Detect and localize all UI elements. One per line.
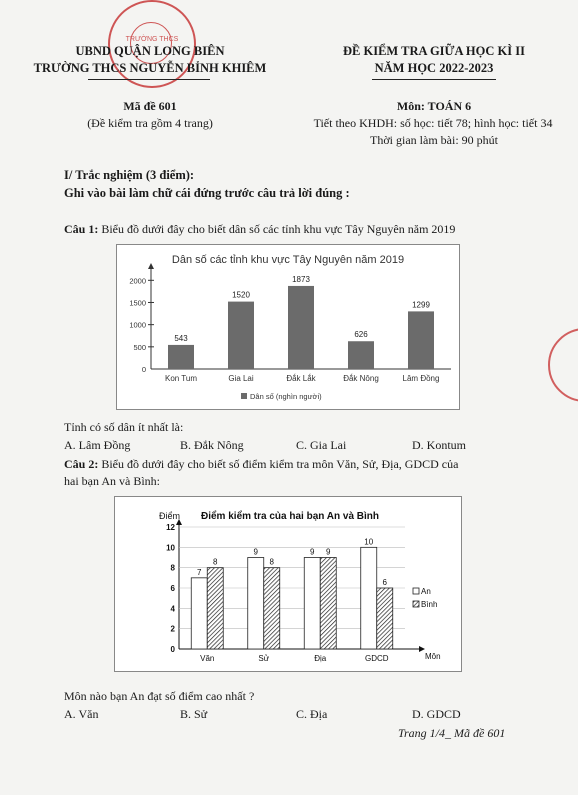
x-tick-label: Sử: [258, 654, 270, 663]
chart-title: Dân số các tỉnh khu vực Tây Nguyên năm 2019: [171, 254, 405, 266]
population-chart: [116, 244, 460, 410]
question-2-text-1: Biểu đồ dưới đây cho biết số điểm kiểm tra môn Văn, Sử, Địa, GDCD của: [101, 457, 459, 471]
subject: Môn: TOÁN 6: [396, 99, 472, 113]
bar-binh: [320, 558, 336, 650]
chart-title: Điểm kiểm tra của hai bạn An và Bình: [201, 511, 380, 522]
x-axis-label: Môn: [425, 652, 441, 661]
bar: [408, 311, 434, 369]
x-tick-label: GDCD: [364, 654, 389, 663]
data-label: 1299: [412, 300, 430, 310]
bar-an: [248, 558, 264, 650]
header-left-line1: UBND QUẬN LONG BIÊN: [75, 44, 225, 58]
bar: [168, 345, 194, 369]
y-tick-label: 500: [133, 342, 146, 352]
q2-option-a: A. Văn: [64, 707, 99, 721]
section-instruction: Ghi vào bài làm chữ cái đứng trước câu trả lời đúng :: [64, 186, 350, 200]
y-tick-label: 2: [170, 624, 175, 634]
y-tick-label: 4: [170, 604, 175, 614]
x-tick-label: Văn: [200, 654, 215, 663]
y-tick-label: 2000: [129, 276, 146, 286]
y-axis-arrow: [148, 263, 154, 269]
y-tick-label: 10: [166, 543, 175, 553]
y-tick-label: 6: [170, 584, 175, 593]
data-label: 9: [310, 547, 315, 557]
q1-option-d: D. Kontum: [412, 438, 466, 452]
periods: Tiết theo KHDH: số học: tiết 78; hình học: tiết 34: [313, 116, 553, 130]
legend-label: Dân số (nghìn người): [250, 392, 322, 401]
header-right-rule: [372, 79, 496, 80]
y-tick-label: 1500: [129, 298, 146, 308]
q1-option-b: B. Đắk Nông: [180, 438, 244, 452]
exam-code: Mã đề 601: [123, 99, 177, 113]
q2-option-c: C. Địa: [296, 707, 328, 721]
school-seal-partial: [548, 328, 578, 402]
seal-text: TRƯỜNG THCS: [125, 36, 179, 43]
question-1-text: Biểu đồ dưới đây cho biết dân số các tỉnh khu vực Tây Nguyên năm 2019: [101, 222, 456, 236]
legend-swatch-binh: [413, 601, 419, 607]
scores-chart-svg: [115, 497, 461, 671]
q1-option-a: A. Lâm Đồng: [64, 438, 131, 452]
data-label: 1520: [232, 290, 250, 300]
y-tick-label: 1000: [129, 320, 146, 330]
data-label: 7: [197, 567, 202, 577]
header-right-line1: ĐỀ KIỂM TRA GIỮA HỌC KÌ II: [343, 44, 525, 58]
pages-note: (Đề kiểm tra gồm 4 trang): [87, 116, 213, 130]
question-1-prompt: Tỉnh có số dân ít nhất là:: [64, 420, 184, 434]
data-label: 626: [354, 330, 368, 340]
question-2-label: Câu 2:: [64, 457, 99, 471]
bar-an: [361, 547, 377, 649]
header-left-rule: [88, 79, 210, 80]
x-tick-label: Lâm Đồng: [402, 374, 440, 383]
bar: [288, 286, 314, 369]
data-label: 9: [326, 547, 331, 557]
header-right-line2: NĂM HỌC 2022-2023: [374, 61, 494, 75]
legend-swatch: [241, 393, 247, 399]
question-2: [64, 457, 564, 472]
data-label: 8: [213, 557, 218, 567]
data-label: 6: [382, 578, 387, 587]
bar-an: [304, 558, 320, 650]
data-label: 10: [364, 537, 374, 547]
question-2-prompt: Môn nào bạn An đạt số điểm cao nhất ?: [64, 689, 255, 703]
x-tick-label: Địa: [314, 654, 327, 663]
data-label: 9: [253, 547, 258, 557]
bar-an: [191, 578, 207, 649]
question-1-label: Câu 1:: [64, 222, 99, 236]
scores-chart: [114, 496, 462, 672]
data-label: 8: [269, 557, 274, 567]
q2-option-d: D. GDCD: [412, 707, 461, 721]
data-label: 1873: [292, 274, 310, 284]
page-footer: Trang 1/4_ Mã đề 601: [398, 726, 506, 740]
time-limit: Thời gian làm bài: 90 phút: [370, 133, 498, 147]
x-tick-label: Đắk Lắk: [286, 374, 316, 383]
y-tick-label: 0: [170, 645, 175, 654]
header-left-line2: TRƯỜNG THCS NGUYỄN BỈNH KHIÊM: [33, 61, 267, 75]
y-tick-label: 12: [166, 523, 175, 532]
bar: [228, 302, 254, 369]
bar-binh: [264, 568, 280, 649]
data-label: 543: [174, 333, 188, 343]
population-chart-svg: [117, 245, 459, 409]
legend-label-binh: Bình: [421, 600, 438, 609]
legend-swatch-an: [413, 588, 419, 594]
section-title: I/ Trắc nghiệm (3 điểm):: [64, 168, 195, 182]
question-2-text-2: hai bạn An và Bình:: [64, 474, 160, 488]
bar: [348, 341, 374, 369]
q2-option-b: B. Sử: [180, 707, 208, 721]
bar-binh: [207, 568, 223, 649]
q1-option-c: C. Gia Lai: [296, 438, 347, 452]
x-tick-label: Gia Lai: [228, 374, 254, 383]
x-tick-label: Đắk Nông: [343, 374, 379, 383]
y-axis-label: Điểm: [159, 511, 181, 521]
y-tick-label: 0: [141, 365, 146, 374]
question-1: [64, 222, 564, 237]
y-tick-label: 8: [170, 563, 175, 573]
x-tick-label: Kon Tum: [164, 374, 198, 383]
legend-label-an: An: [421, 587, 431, 596]
bar-binh: [377, 588, 393, 649]
